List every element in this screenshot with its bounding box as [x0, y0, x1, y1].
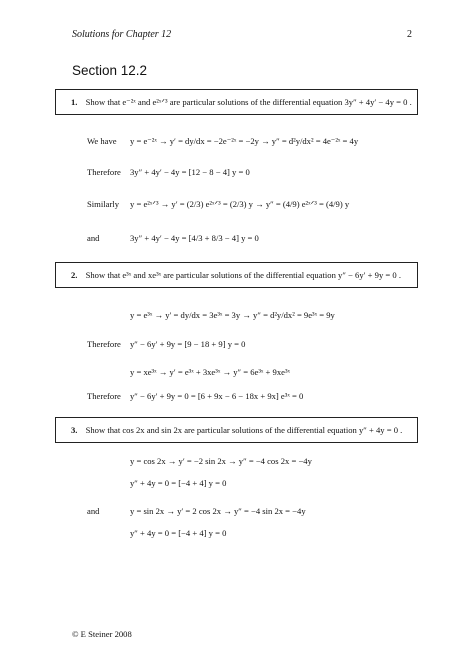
- question-3: [71, 425, 402, 435]
- section-title: Section 12.2: [72, 63, 148, 78]
- equation: y″ − 6y′ + 9y = 0 = [6 + 9x − 6 − 18x + 9x] e³ˣ = 0: [130, 391, 304, 401]
- step-label: Therefore: [87, 339, 121, 349]
- question-box-2: [55, 262, 418, 288]
- equation: y″ + 4y = 0 = [−4 + 4] y = 0: [130, 528, 227, 538]
- equation: y″ + 4y = 0 = [−4 + 4] y = 0: [130, 478, 227, 488]
- question-number: 2.: [71, 270, 78, 280]
- step-label: and: [87, 233, 100, 243]
- equation: 3y″ + 4y′ − 4y = [12 − 8 − 4] y = 0: [130, 167, 250, 177]
- question-number: 3.: [71, 425, 78, 435]
- question-prompt: Show that e⁻²ˣ and e²ˣᐟ³ are particular solutions of the differential equation 3y″ + 4y′ − 4y = 0 .: [85, 97, 412, 107]
- running-header: Solutions for Chapter 12: [72, 29, 172, 40]
- step-label: and: [87, 506, 100, 516]
- question-1: [71, 97, 412, 108]
- equation: y = e³ˣ → y′ = dy/dx = 3e³ˣ = 3y → y″ = d²y/dx² = 9e³ˣ = 9y: [130, 310, 335, 320]
- equation: y = e²ˣᐟ³ → y′ = (2/3) e²ˣᐟ³ = (2/3) y → y″ = (4/9) e²ˣᐟ³ = (4/9) y: [130, 199, 350, 209]
- equation: y = xe³ˣ → y′ = e³ˣ + 3xe³ˣ → y″ = 6e³ˣ + 9xe³ˣ: [130, 367, 291, 377]
- equation: 3y″ + 4y′ − 4y = [4/3 + 8/3 − 4] y = 0: [130, 233, 259, 243]
- equation: y = cos 2x → y′ = −2 sin 2x → y″ = −4 cos 2x = −4y: [130, 456, 312, 466]
- step-label: Therefore: [87, 391, 121, 401]
- question-box-3: [55, 417, 418, 443]
- step-label: Therefore: [87, 167, 121, 177]
- equation: y = e⁻²ˣ → y′ = dy/dx = −2e⁻²ˣ = −2y → y″ = d²y/dx² = 4e⁻²ˣ = 4y: [130, 136, 359, 146]
- question-prompt: Show that e³ˣ and xe³ˣ are particular solutions of the differential equation y″ − 6y′ + 9y = 0 .: [85, 270, 401, 280]
- step-label: We have: [87, 136, 117, 146]
- equation: y″ − 6y′ + 9y = [9 − 18 + 9] y = 0: [130, 339, 246, 349]
- equation: y = sin 2x → y′ = 2 cos 2x → y″ = −4 sin 2x = −4y: [130, 506, 306, 516]
- page-number: 2: [407, 29, 412, 40]
- question-box-1: [55, 89, 418, 115]
- question-2: [71, 270, 401, 280]
- copyright-footer: © E Steiner 2008: [72, 629, 132, 639]
- step-label: Similarly: [87, 199, 119, 209]
- question-prompt: Show that cos 2x and sin 2x are particular solutions of the differential equation y″ + 4y = 0 .: [85, 425, 403, 435]
- question-number: 1.: [71, 97, 78, 107]
